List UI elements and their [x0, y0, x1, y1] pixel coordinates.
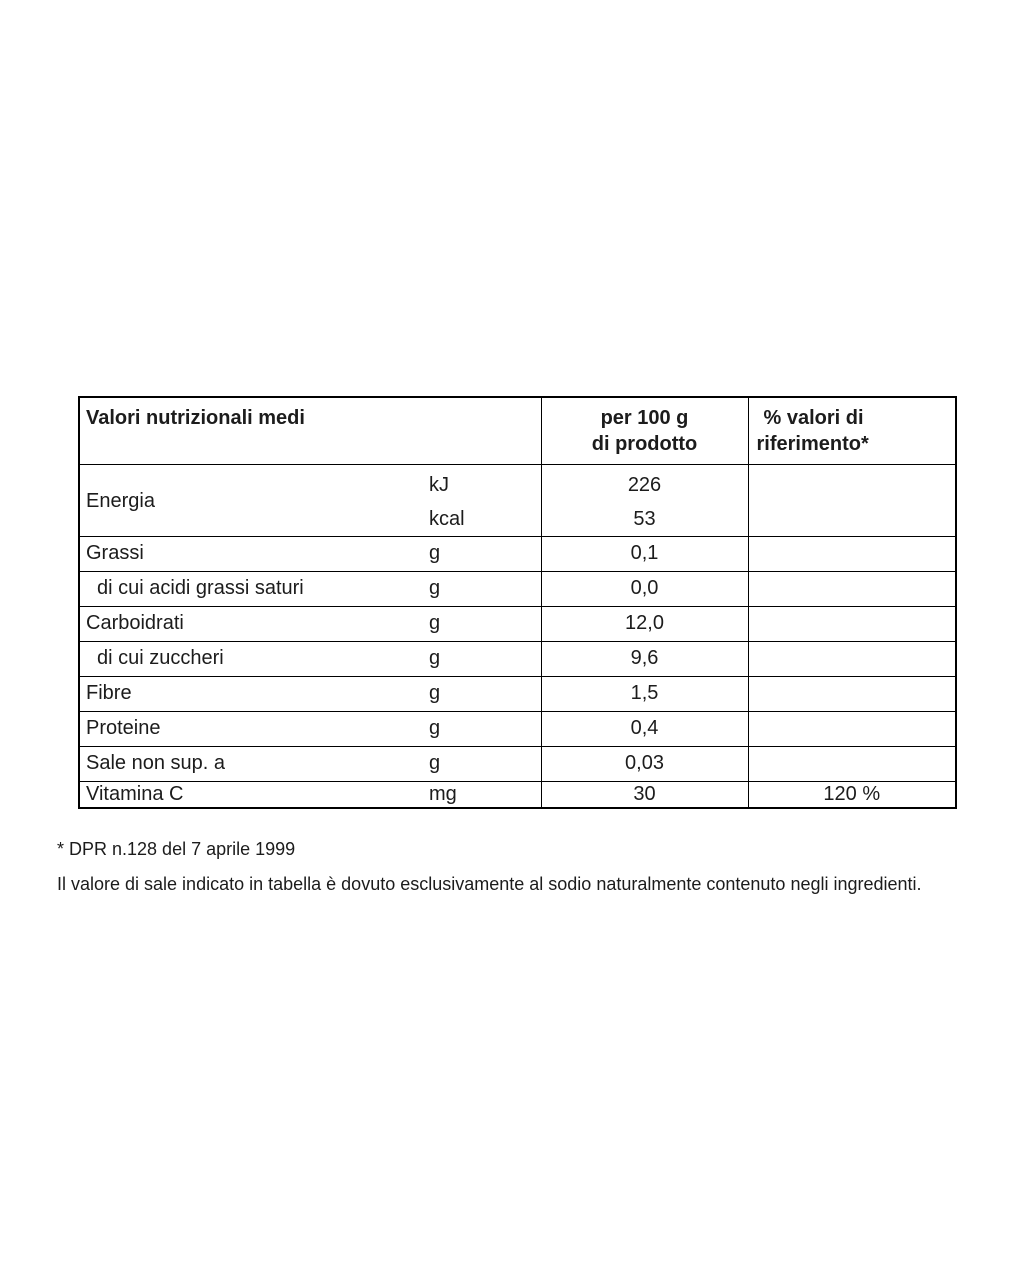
- table-row-vitamina-c: [79, 781, 956, 808]
- row-unit: g: [429, 536, 541, 571]
- footnote-dpr: * DPR n.128 del 7 aprile 1999: [57, 839, 296, 859]
- column-header-reference-line1: % valori di: [763, 407, 864, 429]
- row-value-kcal: 53: [633, 507, 656, 530]
- row-label: Proteine: [86, 717, 161, 739]
- table-header-row: [79, 397, 956, 464]
- table-row-grassi: [79, 536, 956, 571]
- table-row-acidi-grassi-saturi: [79, 571, 956, 606]
- row-label: Sale non sup. a: [86, 752, 225, 774]
- column-header-reference-line2: riferimento*: [756, 433, 869, 455]
- row-unit: g: [429, 676, 541, 711]
- row-label: Fibre: [86, 682, 132, 704]
- row-value: 30: [541, 781, 748, 808]
- column-header-per-100g-line1: per 100 g: [600, 407, 689, 429]
- row-label: Energia: [86, 490, 155, 512]
- row-reference: 120 %: [823, 782, 881, 805]
- table-row-proteine: [79, 711, 956, 746]
- table-row-fibre: [79, 676, 956, 711]
- row-reference: [748, 711, 956, 746]
- footnote-sale: Il valore di sale indicato in tabella è dovuto esclusivamente al sodio naturalmente contenuto negli ingredienti.: [57, 874, 922, 894]
- row-reference: [748, 676, 956, 711]
- row-reference: [748, 746, 956, 781]
- row-reference: [748, 641, 956, 676]
- column-header-reference-values: [748, 397, 956, 464]
- row-unit: g: [429, 641, 541, 676]
- row-label: Grassi: [86, 542, 144, 564]
- column-header-per-100g: [541, 397, 748, 464]
- row-unit: mg: [429, 781, 541, 808]
- column-header-per-100g-line2: di prodotto: [591, 433, 698, 455]
- row-label: di cui zuccheri: [97, 647, 224, 669]
- row-value: 9,6: [541, 641, 748, 676]
- row-value-kj: 226: [627, 473, 662, 496]
- table-row-sale: [79, 746, 956, 781]
- row-reference: [748, 536, 956, 571]
- row-unit-kcal: kcal: [429, 507, 465, 530]
- row-unit: [429, 464, 541, 536]
- row-label: Carboidrati: [86, 612, 184, 634]
- row-value: 1,5: [541, 676, 748, 711]
- row-label: Vitamina C: [86, 782, 184, 805]
- row-reference: [748, 571, 956, 606]
- nutrition-table: [78, 396, 957, 809]
- row-value: 0,4: [541, 711, 748, 746]
- row-value: [541, 464, 748, 536]
- row-value: 0,1: [541, 536, 748, 571]
- row-value: 12,0: [541, 606, 748, 641]
- table-row-carboidrati: [79, 606, 956, 641]
- row-label: di cui acidi grassi saturi: [97, 577, 304, 599]
- row-reference: [748, 606, 956, 641]
- table-title: Valori nutrizionali medi: [79, 397, 541, 464]
- row-value: 0,0: [541, 571, 748, 606]
- row-unit-kj: kJ: [429, 473, 449, 496]
- table-row-zuccheri: [79, 641, 956, 676]
- row-unit: g: [429, 711, 541, 746]
- table-row-energia: [79, 464, 956, 536]
- row-unit: g: [429, 746, 541, 781]
- row-value: 0,03: [541, 746, 748, 781]
- row-unit: g: [429, 606, 541, 641]
- row-unit: g: [429, 571, 541, 606]
- row-reference: [748, 464, 956, 536]
